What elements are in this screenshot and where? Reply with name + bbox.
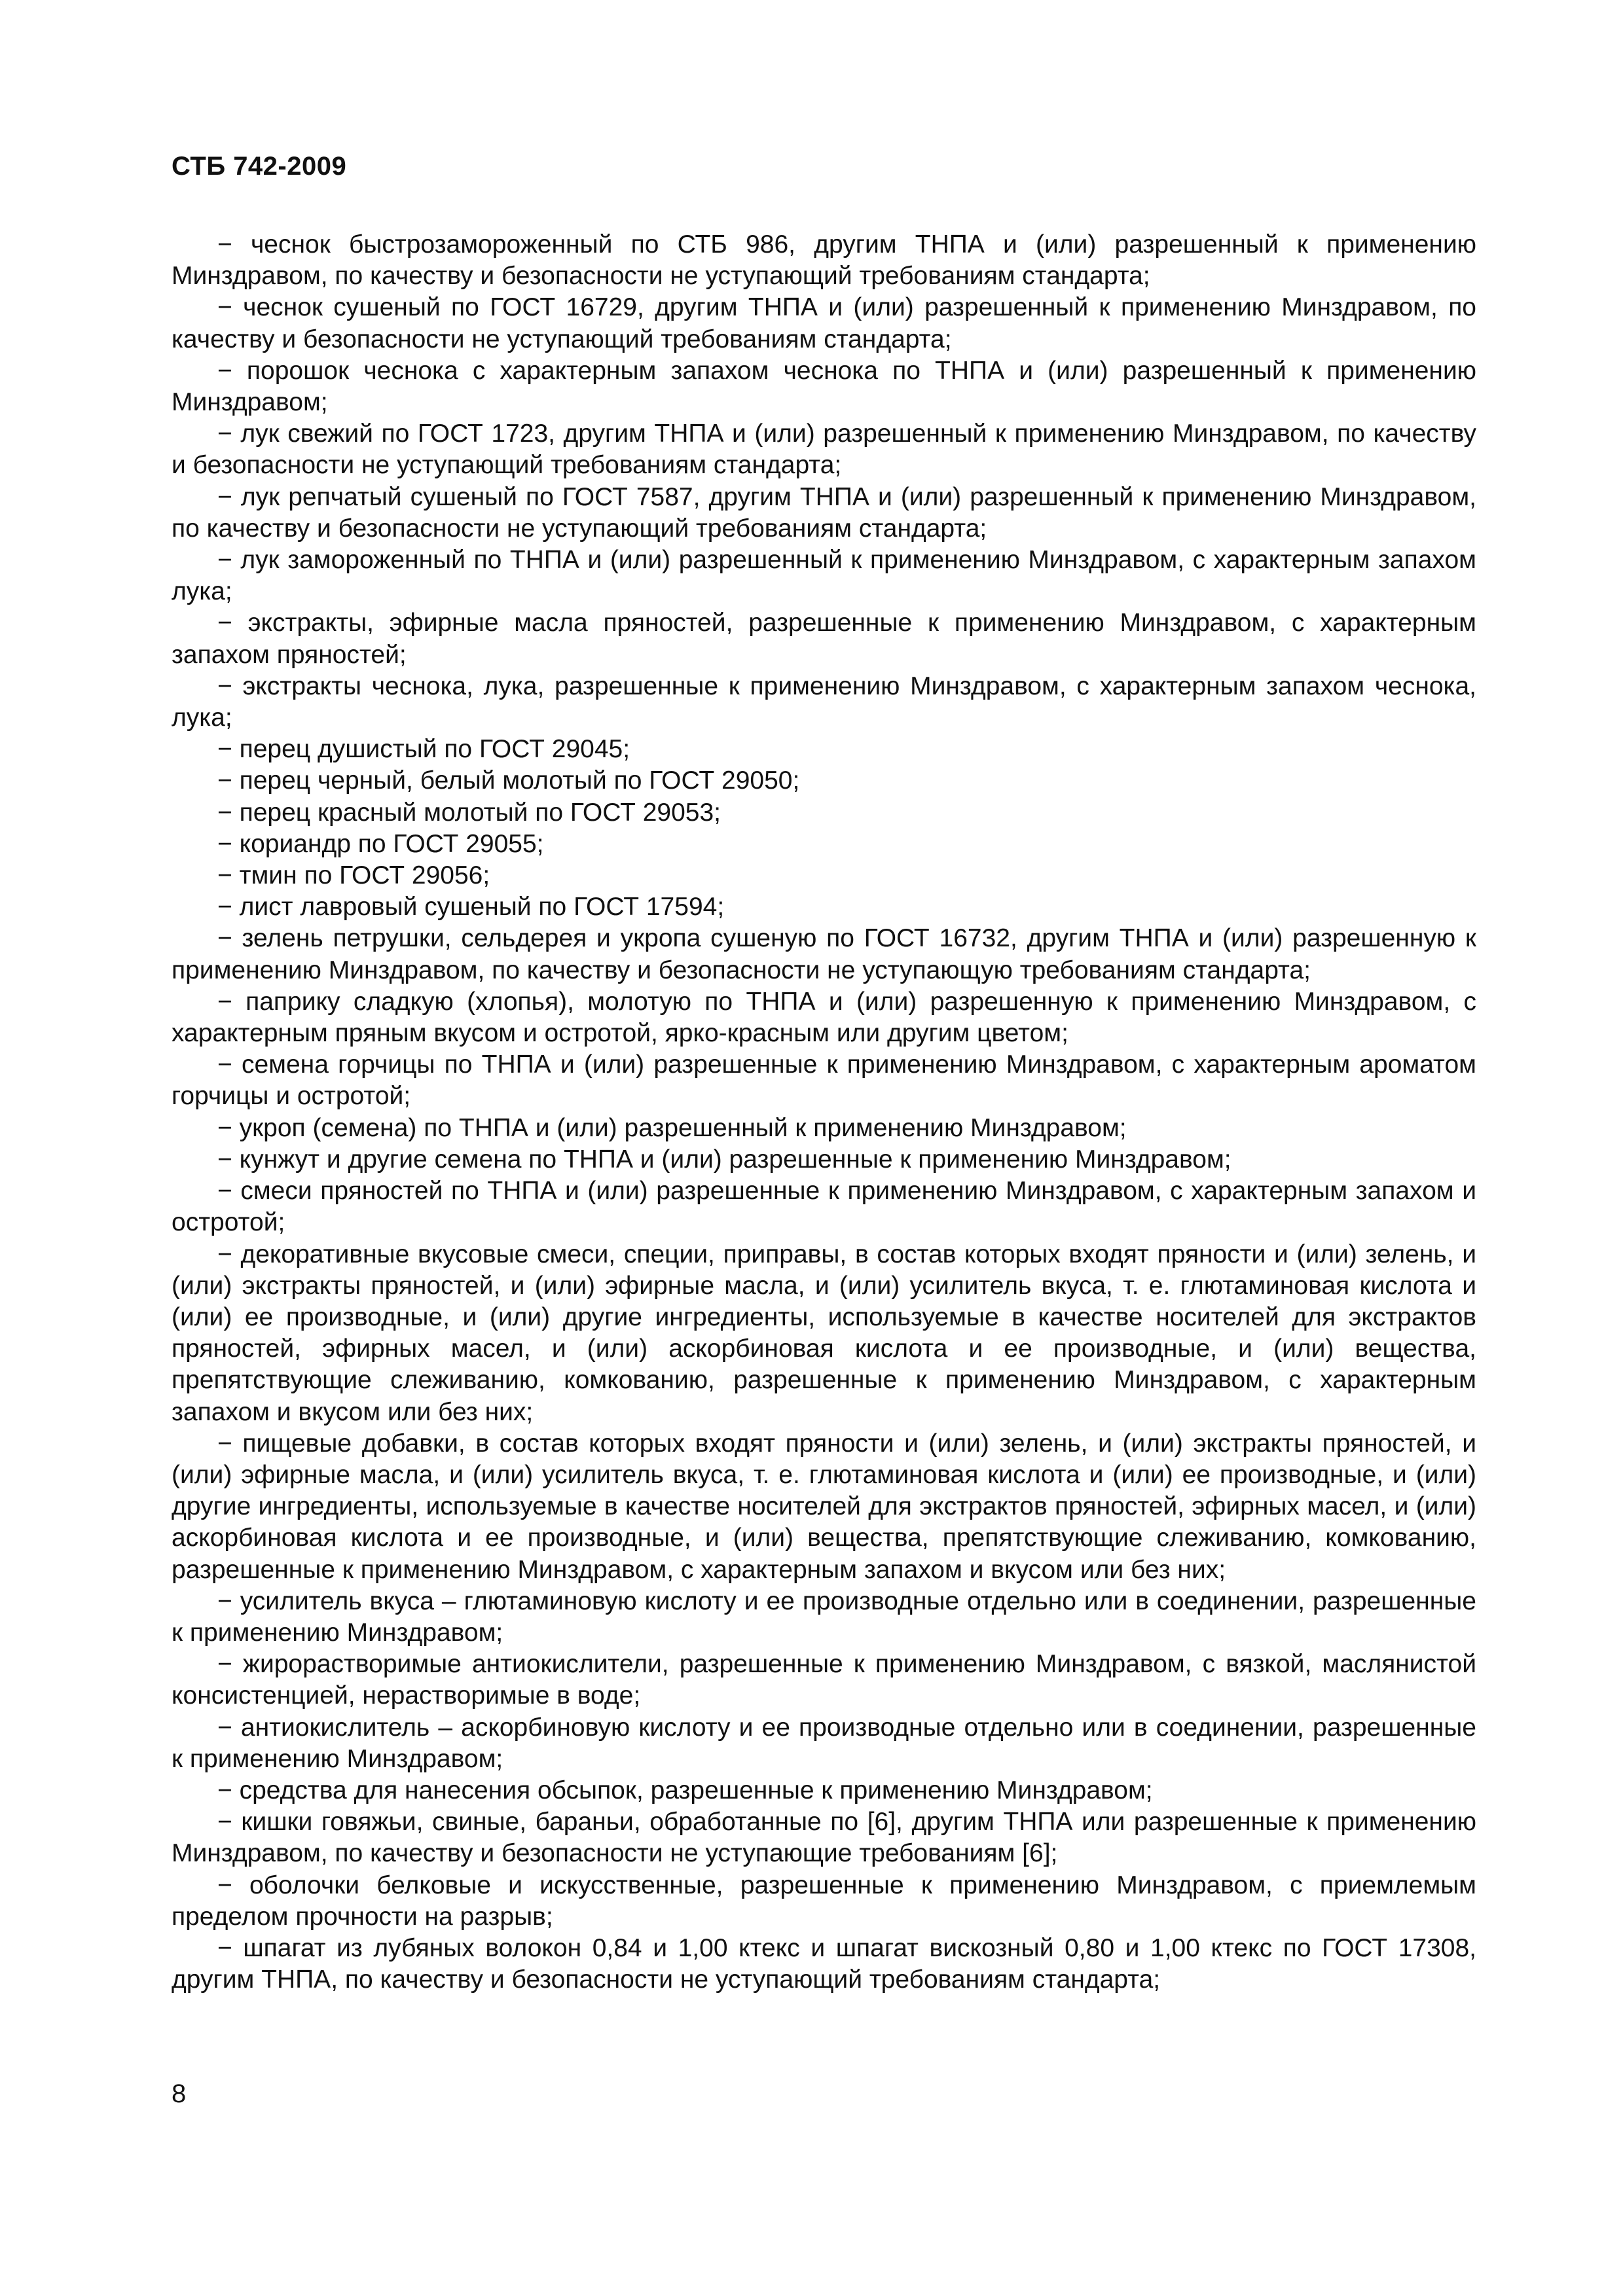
list-item: − средства для нанесения обсыпок, разрешенные к применению Минздравом; bbox=[217, 1776, 1153, 1804]
list-item: − лук репчатый сушеный по ГОСТ 7587, другим ТНПА и (или) разрешенный к применению Минздравом, по качеству и безопасности не уступающий требованиям стандарта; bbox=[172, 482, 1476, 543]
list-item: − смеси пряностей по ТНПА и (или) разрешенные к применению Минздравом, с характерным запахом и остротой; bbox=[172, 1177, 1476, 1237]
ingredient-list bbox=[172, 229, 1476, 1996]
document-code-header: СТБ 742-2009 bbox=[172, 152, 347, 181]
list-item: − шпагат из лубяных волокон 0,84 и 1,00 ктекс и шпагат вискозный 0,80 и 1,00 ктекс по ГОСТ 17308, другим ТНПА, по качеству и безопасности не уступающий требованиям стандарта; bbox=[172, 1933, 1476, 1994]
list-item: − пищевые добавки, в состав которых входят пряности и (или) зелень, и (или) экстракты пряностей, и (или) эфирные масла, и (или) усилитель вкуса, т. е. глютаминовая кислота и (или) ее производные, и (или) другие ингредиенты, используемые в качестве носителей для экстрактов пряностей, эфирных масел, и (или) аскорбиновая кислота и ее производные, и (или) вещества, препятствующие слеживанию, комкованию, разрешенные к применению Минздравом, с характерным запахом и вкусом или без них; bbox=[172, 1429, 1476, 1584]
list-item: − зелень петрушки, сельдерея и укропа сушеную по ГОСТ 16732, другим ТНПА и (или) разрешенную к применению Минздравом, по качеству и безопасности не уступающую требованиям стандарта; bbox=[172, 924, 1476, 984]
list-item: − тмин по ГОСТ 29056; bbox=[217, 861, 490, 890]
list-item: − лук замороженный по ТНПА и (или) разрешенный к применению Минздравом, с характерным запахом лука; bbox=[172, 546, 1476, 606]
list-item: − кориандр по ГОСТ 29055; bbox=[217, 829, 544, 858]
list-item: − лук свежий по ГОСТ 1723, другим ТНПА и (или) разрешенный к применению Минздравом, по качеству и безопасности не уступающий требованиям стандарта; bbox=[172, 420, 1476, 480]
list-item: − антиокислитель – аскорбиновую кислоту и ее производные отдельно или в соединении, разрешенные к применению Минздравом; bbox=[172, 1713, 1476, 1773]
list-item: − перец душистый по ГОСТ 29045; bbox=[217, 735, 630, 764]
list-item: − декоративные вкусовые смеси, специи, приправы, в состав которых входят пряности и (или) зелень, и (или) экстракты пряностей, и (или) эфирные масла, и (или) усилитель вкуса, т. е. глютаминовая кислота и (или) ее производные, и (или) другие ингредиенты, используемые в качестве носителей для экстрактов пряностей, эфирных масел, и (или) аскорбиновая кислота и ее производные, и (или) вещества, препятствующие слеживанию, комкованию, разрешенные к применению Минздравом, с характерным запахом и вкусом или без них; bbox=[172, 1240, 1476, 1426]
list-item: − усилитель вкуса – глютаминовую кислоту и ее производные отдельно или в соединении, разрешенные к применению Минздравом; bbox=[172, 1587, 1476, 1647]
list-item: − семена горчицы по ТНПА и (или) разрешенные к применению Минздравом, с характерным ароматом горчицы и остротой; bbox=[172, 1050, 1476, 1111]
list-item: − жирорастворимые антиокислители, разрешенные к применению Минздравом, с вязкой, маслянистой консистенцией, нерастворимые в воде; bbox=[172, 1650, 1476, 1710]
list-item: − экстракты чеснока, лука, разрешенные к применению Минздравом, с характерным запахом чеснока, лука; bbox=[172, 672, 1476, 732]
list-item: − порошок чеснока с характерным запахом чеснока по ТНПА и (или) разрешенный к применению Минздравом; bbox=[172, 356, 1476, 417]
page-number: 8 bbox=[172, 2079, 187, 2108]
list-item: − чеснок быстрозамороженный по СТБ 986, другим ТНПА и (или) разрешенный к применению Минздравом, по качеству и безопасности не уступающий требованиям стандарта; bbox=[172, 230, 1476, 291]
list-item: − чеснок сушеный по ГОСТ 16729, другим ТНПА и (или) разрешенный к применению Минздравом, по качеству и безопасности не уступающий требованиям стандарта; bbox=[172, 293, 1476, 353]
list-item: − экстракты, эфирные масла пряностей, разрешенные к применению Минздравом, с характерным запахом пряностей; bbox=[172, 609, 1476, 669]
list-item: − укроп (семена) по ТНПА и (или) разрешенный к применению Минздравом; bbox=[217, 1113, 1127, 1142]
list-item: − лист лавровый сушеный по ГОСТ 17594; bbox=[217, 893, 725, 922]
list-item: − кишки говяжьи, свиные, бараньи, обработанные по [6], другим ТНПА или разрешенные к применению Минздравом, по качеству и безопасности не уступающие требованиям [6]; bbox=[172, 1808, 1476, 1868]
list-item: − паприку сладкую (хлопья), молотую по ТНПА и (или) разрешенную к применению Минздравом, с характерным пряным вкусом и остротой, ярко-красным или другим цветом; bbox=[172, 987, 1476, 1048]
list-item: − перец красный молотый по ГОСТ 29053; bbox=[217, 798, 721, 827]
list-item: − кунжут и другие семена по ТНПА и (или) разрешенные к применению Минздравом; bbox=[217, 1145, 1231, 1174]
list-item: − оболочки белковые и искусственные, разрешенные к применению Минздравом, с приемлемым пределом прочности на разрыв; bbox=[172, 1871, 1476, 1931]
list-item: − перец черный, белый молотый по ГОСТ 29050; bbox=[217, 766, 800, 795]
